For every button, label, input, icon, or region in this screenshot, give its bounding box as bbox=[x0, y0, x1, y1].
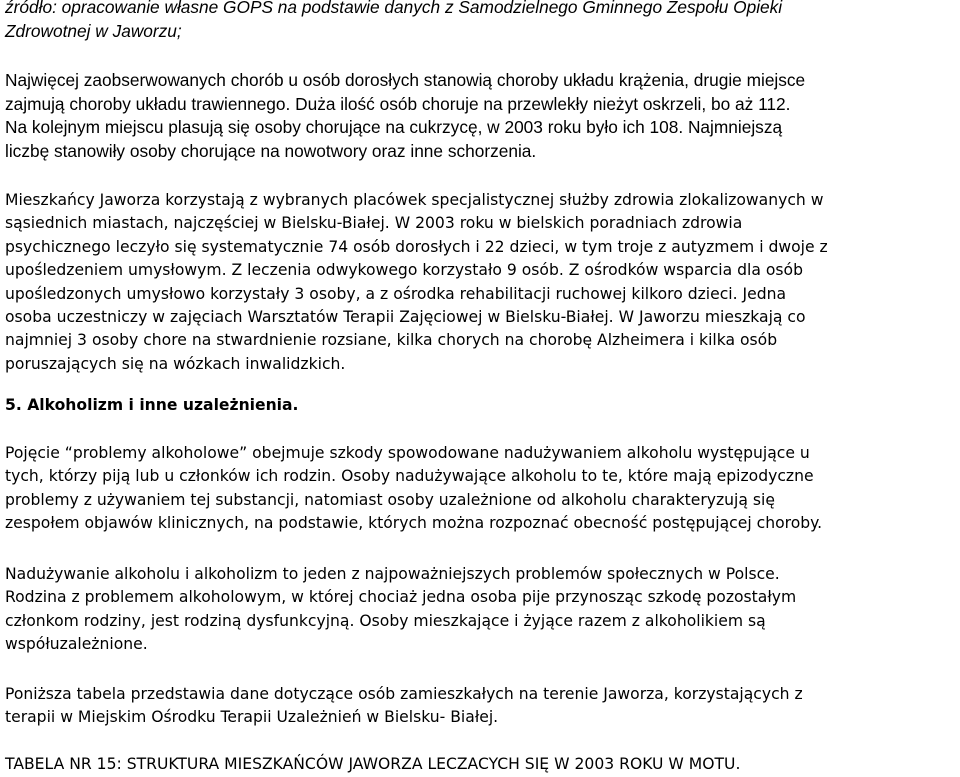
paragraph-line: zajmują choroby układu trawiennego. Duża ilość osób choruje na przewlekły nieżyt oskrzeli, bo aż 112. bbox=[5, 93, 791, 114]
paragraph-line: osoba uczestniczy w zajęciach Warsztatów Terapii Zajęciowej w Bielsku-Białej. W Jaworzu mieszkają co bbox=[5, 308, 806, 327]
paragraph-line: Nadużywanie alkoholu i alkoholizm to jeden z najpoważniejszych problemów społecznych w Polsce. bbox=[5, 565, 780, 583]
paragraph-alcoholism bbox=[5, 563, 796, 657]
paragraph-table-intro bbox=[5, 683, 803, 730]
table-caption bbox=[5, 753, 740, 776]
paragraph-line: problemy z używaniem tej substancji, natomiast osoby uzależnione od alkoholu charakteryzują się bbox=[5, 490, 775, 509]
source-note-line: źródło: opracowanie własne GOPS na podstawie danych z Samodzielnego Gminnego Zespołu Opieki bbox=[5, 0, 783, 17]
paragraph-line: upośledzeniem umysłowym. Z leczenia odwykowego korzystało 9 osób. Z ośrodków wsparcia dla osób bbox=[5, 261, 803, 280]
paragraph-diseases bbox=[5, 69, 805, 163]
paragraph-line: Rodzina z problemem alkoholowym, w której chociaż jedna osoba pije przynosząc szkodę pozostałym bbox=[5, 588, 797, 607]
table-title: TABELA NR 15: STRUKTURA MIESZKAŃCÓW JAWORZA LECZACYCH SIĘ W 2003 ROKU W MOTU. bbox=[5, 755, 741, 773]
paragraph-line: Najwięcej zaobserwowanych chorób u osób dorosłych stanowią choroby układu krążenia, drugie miejsce bbox=[5, 70, 806, 90]
paragraph-line: sąsiednich miastach, najczęściej w Bielsku-Białej. W 2003 roku w bielskich poradniach zdrowia bbox=[5, 214, 743, 233]
section-heading bbox=[5, 394, 298, 417]
paragraph-line: członkom rodziny, jest rodziną dysfunkcyjną. Osoby mieszkające i żyjące razem z alkoholikiem są bbox=[5, 611, 766, 630]
paragraph-line: zespołem objawów klinicznych, na podstawie, których można rozpoznać obecność postępującej choroby. bbox=[5, 514, 823, 533]
paragraph-line: psychicznego leczyło się systematycznie 74 osób dorosłych i 22 dzieci, w tym troje z autyzmem i dwoje z bbox=[5, 237, 828, 256]
section-heading-text: 5. Alkoholizm i inne uzależnienia. bbox=[5, 396, 299, 414]
source-note-line: Zdrowotnej w Jaworzu; bbox=[5, 20, 182, 41]
paragraph-line: liczbę stanowiły osoby chorujące na nowotwory oraz inne schorzenia. bbox=[5, 140, 537, 161]
paragraph-line: Na kolejnym miejscu plasują się osoby chorujące na cukrzycę, w 2003 roku było ich 108. Najmniejszą bbox=[5, 117, 783, 137]
paragraph-alcohol-problems bbox=[5, 442, 822, 536]
paragraph-line: Pojęcie “problemy alkoholowe” obejmuje szkody spowodowane nadużywaniem alkoholu występujące u bbox=[5, 444, 810, 462]
paragraph-residents bbox=[5, 189, 828, 376]
paragraph-line: terapii w Miejskim Ośrodku Terapii Uzależnień w Bielsku- Białej. bbox=[5, 708, 499, 727]
paragraph-line: poruszających się na wózkach inwalidzkich. bbox=[5, 354, 346, 373]
paragraph-line: tych, którzy piją lub u członków ich rodzin. Osoby nadużywające alkoholu to te, które mają epizodyczne bbox=[5, 467, 814, 486]
paragraph-line: współuzależnione. bbox=[5, 635, 148, 654]
paragraph-line: Mieszkańcy Jaworza korzystają z wybranych placówek specjalistycznej służby zdrowia zlokalizowanych w bbox=[5, 191, 824, 209]
source-note bbox=[5, 0, 782, 43]
paragraph-line: najmniej 3 osoby chore na stwardnienie rozsiane, kilka chorych na chorobę Alzheimera i kilka osób bbox=[5, 331, 778, 350]
paragraph-line: Poniższa tabela przedstawia dane dotyczące osób zamieszkałych na terenie Jaworza, korzystających z bbox=[5, 685, 803, 703]
paragraph-line: upośledzonych umysłowo korzystały 3 osoby, a z ośrodka rehabilitacji ruchowej kilkoro dzieci. Jedna bbox=[5, 284, 787, 303]
